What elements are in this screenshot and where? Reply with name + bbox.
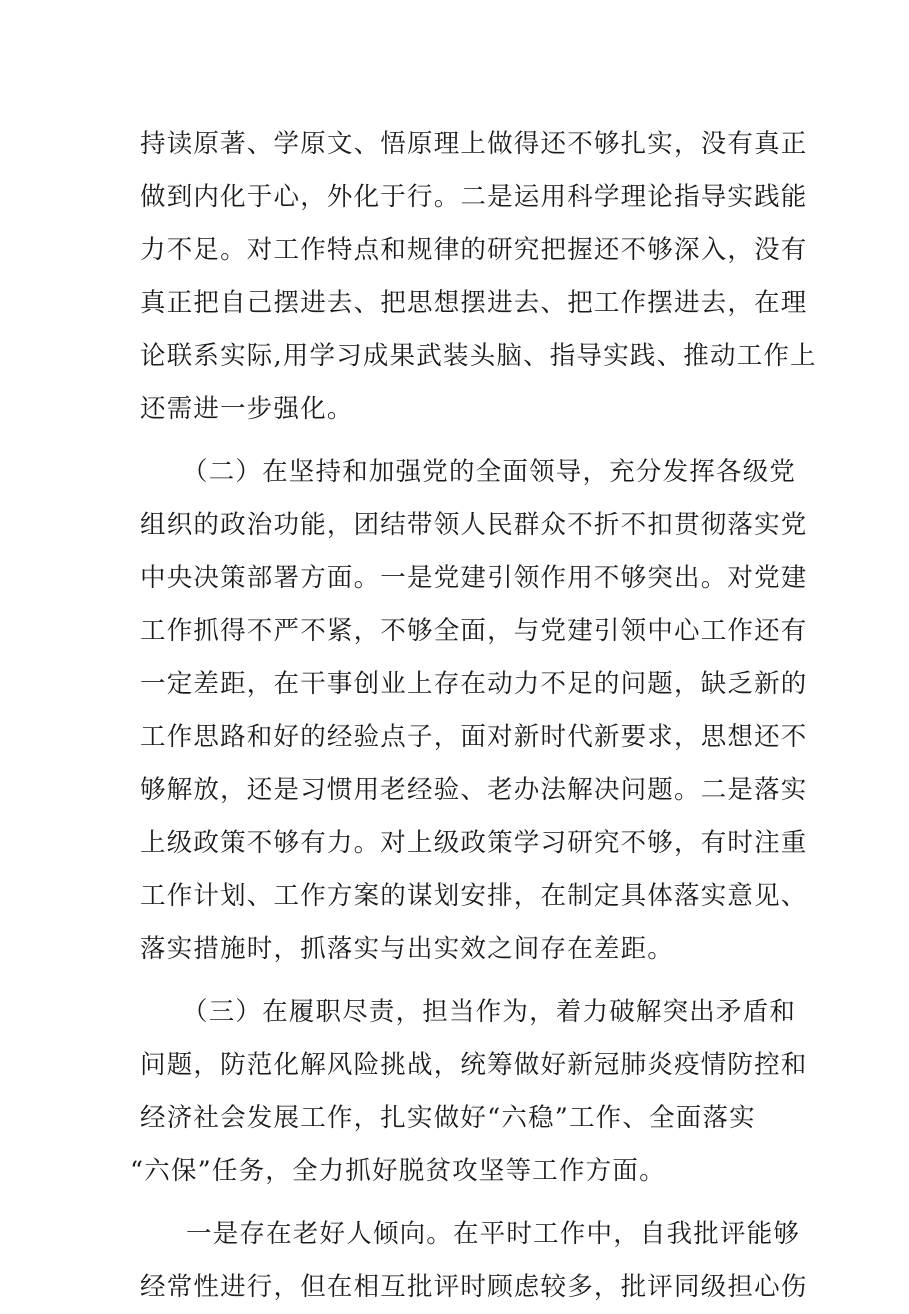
- text-line: 一是存在老好人倾向。在平时工作中，自我批评能够: [186, 1219, 801, 1249]
- paragraph-1: [140, 118, 817, 436]
- text-line: 论联系实际,用学习成果武装头脑、指导实践、推动工作上: [140, 341, 817, 371]
- text-line: 工作抓得不严不紧，不够全面，与党建引领中心工作还有: [140, 616, 808, 646]
- text-line: 够解放，还是习惯用老经验、老办法解决问题。二是落实: [140, 775, 808, 805]
- text-line: 持读原著、学原文、悟原理上做得还不够扎实，没有真正: [140, 129, 808, 159]
- text-line: 组织的政治功能，团结带领人民群众不折不扣贯彻落实党: [140, 510, 808, 540]
- text-line: 上级政策不够有力。对上级政策学习研究不够，有时注重: [140, 828, 808, 858]
- text-line: （三）在履职尽责，担当作为，着力破解突出矛盾和: [182, 997, 797, 1027]
- document-body: [130, 118, 817, 1314]
- paragraph-2: [140, 446, 808, 976]
- text-line: 问题，防范化解风险挑战，统筹做好新冠肺炎疫情防控和: [140, 1050, 808, 1080]
- text-line: 中央决策部署方面。一是党建引领作用不够突出。对党建: [140, 563, 808, 593]
- text-line: 一定差距，在干事创业上存在动力不足的问题，缺乏新的: [140, 669, 808, 699]
- text-line: 工作计划、工作方案的谋划安排，在制定具体落实意见、: [140, 881, 808, 911]
- text-line: 真正把自己摆进去、把思想摆进去、把工作摆进去，在理: [140, 288, 808, 318]
- text-line: 力不足。对工作特点和规律的研究把握还不够深入，没有: [140, 235, 808, 265]
- text-line: （二）在坚持和加强党的全面领导，充分发挥各级党: [182, 457, 797, 487]
- text-line: 经常性进行，但在相互批评时顾虑较多，批评同级担心伤: [140, 1272, 808, 1302]
- text-line: 经济社会发展工作，扎实做好“六稳”工作、全面落实: [140, 1103, 756, 1133]
- text-line: “六保”任务，全力抓好脱贫攻坚等工作方面。: [130, 1156, 666, 1186]
- paragraph-4: [140, 1208, 808, 1314]
- text-line: 做到内化于心，外化于行。二是运用科学理论指导实践能: [140, 182, 808, 212]
- paragraph-3: [130, 986, 808, 1198]
- text-line: 工作思路和好的经验点子，面对新时代新要求，思想还不: [140, 722, 808, 752]
- text-line: 落实措施时，抓落实与出实效之间存在差距。: [140, 934, 675, 964]
- text-line: 还需进一步强化。: [140, 394, 354, 424]
